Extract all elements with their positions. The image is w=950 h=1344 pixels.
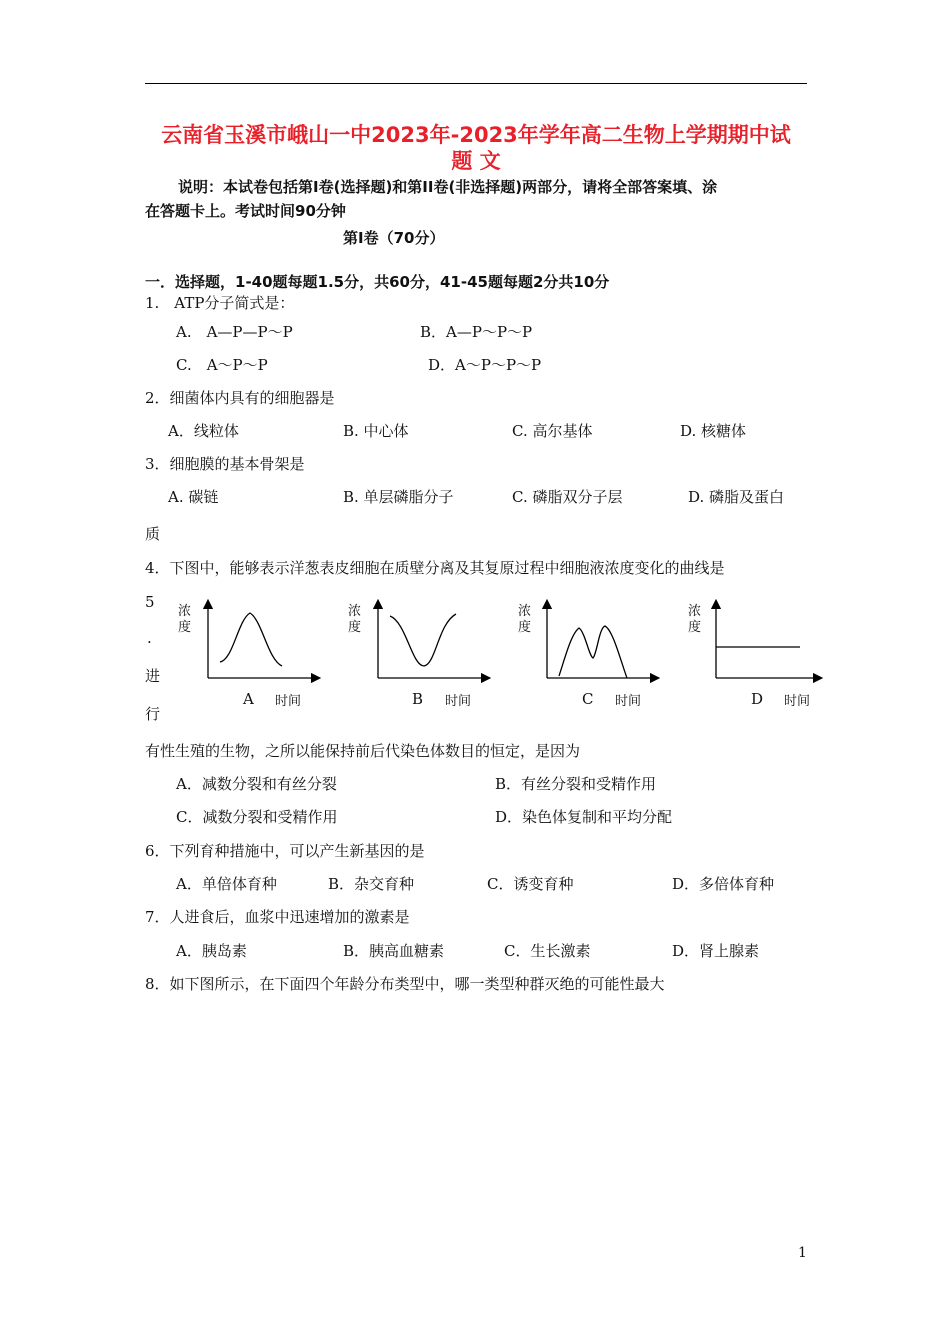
graph-c-letter: C	[582, 690, 594, 708]
graph-d-plot	[706, 598, 826, 688]
graph-a-curve	[220, 613, 282, 666]
section1-title: 第Ⅰ卷（70分）	[343, 229, 445, 247]
q3-option-b: B. 单层磷脂分子	[343, 488, 454, 506]
q7-stem: 7．人进食后，血浆中迅速增加的激素是	[145, 908, 410, 926]
instructions-line2: 在答题卡上。考试时间90分钟	[145, 202, 346, 220]
graph-a-letter: A	[243, 690, 254, 708]
graph-b-ylabel-2: 度	[348, 620, 362, 635]
graph-c-ylabel-1: 浓	[518, 604, 532, 619]
q5-option-b: B．有丝分裂和受精作用	[495, 775, 657, 793]
q2-option-c: C. 高尔基体	[512, 422, 593, 440]
q5-option-a: A．减数分裂和有丝分裂	[176, 775, 337, 793]
q5-margin-dot: .	[147, 629, 152, 647]
graph-b-letter: B	[412, 690, 424, 708]
q6-stem: 6．下列育种措施中，可以产生新基因的是	[145, 842, 425, 860]
q7-option-b: B．胰高血糖素	[343, 942, 445, 960]
graph-a-ylabel-2: 度	[178, 620, 192, 635]
page-title-line2: 题 文	[451, 149, 501, 173]
q2-option-d: D. 核糖体	[680, 422, 747, 440]
q3-option-d: D. 磷脂及蛋白	[688, 488, 785, 506]
graph-a-xlabel: 时间	[275, 694, 302, 709]
q7-option-c: C．生长激素	[504, 942, 591, 960]
q5-option-c: C．减数分裂和受精作用	[176, 808, 338, 826]
q5-option-d: D．染色体复制和平均分配	[495, 808, 673, 826]
q3-option-a: A. 碳链	[168, 488, 219, 506]
q6-option-d: D．多倍体育种	[672, 875, 775, 893]
graph-b-plot	[368, 598, 498, 688]
q7-option-d: D．肾上腺素	[672, 942, 760, 960]
graph-d-xlabel: 时间	[784, 694, 811, 709]
q3-option-c: C. 磷脂双分子层	[512, 488, 623, 506]
graph-c-plot	[537, 598, 667, 688]
q6-option-b: B．杂交育种	[328, 875, 415, 893]
q2-option-a: A．线粒体	[168, 422, 239, 440]
graph-a-plot	[198, 598, 328, 688]
q6-option-c: C．诱变育种	[487, 875, 574, 893]
q3-stem: 3．细胞膜的基本骨架是	[145, 455, 305, 473]
q5-margin-number: 5	[145, 593, 155, 611]
q1-option-d: D．A～P～P～P	[428, 356, 542, 374]
q7-option-a: A．胰岛素	[176, 942, 247, 960]
q1-option-c: C. A～P～P	[176, 356, 268, 374]
page-number: 1	[798, 1245, 807, 1261]
graph-b-xlabel: 时间	[445, 694, 472, 709]
graph-d-letter: D	[751, 690, 764, 708]
graph-c-xlabel: 时间	[615, 694, 642, 709]
q2-stem: 2．细菌体内具有的细胞器是	[145, 389, 335, 407]
q1-option-b: B．A—P～P～P	[420, 323, 533, 341]
q2-option-b: B. 中心体	[343, 422, 409, 440]
q4-stem: 4．下图中，能够表示洋葱表皮细胞在质壁分离及其复原过程中细胞液浓度变化的曲线是	[145, 559, 725, 577]
q1-option-a: A. A—P—P～P	[176, 323, 293, 341]
q6-option-a: A．单倍体育种	[176, 875, 277, 893]
q5-margin-char1: 进	[145, 667, 161, 685]
q5-stem: 有性生殖的生物，之所以能保持前后代染色体数目的恒定，是因为	[145, 742, 581, 760]
q3-option-d-wrap: 质	[145, 525, 161, 543]
instructions-line1: 说明：本试卷包括第Ⅰ卷(选择题)和第II卷(非选择题)两部分，请将全部答案填、涂	[178, 178, 718, 196]
q1-stem: 1. ATP分子简式是：	[145, 294, 295, 312]
graph-b-curve	[390, 614, 456, 666]
graph-d-ylabel-1: 浓	[688, 604, 702, 619]
graph-c-curve	[559, 626, 627, 678]
part1-header: 一．选择题，1-40题每题1.5分，共60分，41-45题每题2分共10分	[145, 273, 610, 291]
header-rule	[145, 83, 807, 84]
q5-margin-char2: 行	[145, 705, 161, 723]
graph-c-ylabel-2: 度	[518, 620, 532, 635]
graph-d-ylabel-2: 度	[688, 620, 702, 635]
graph-b-ylabel-1: 浓	[348, 604, 362, 619]
graph-a-ylabel-1: 浓	[178, 604, 192, 619]
page-title-line1: 云南省玉溪市峨山一中2023年-2023年学年高二生物上学期期中试	[161, 123, 791, 147]
q8-stem: 8．如下图所示，在下面四个年龄分布类型中，哪一类型种群灭绝的可能性最大	[145, 975, 665, 993]
